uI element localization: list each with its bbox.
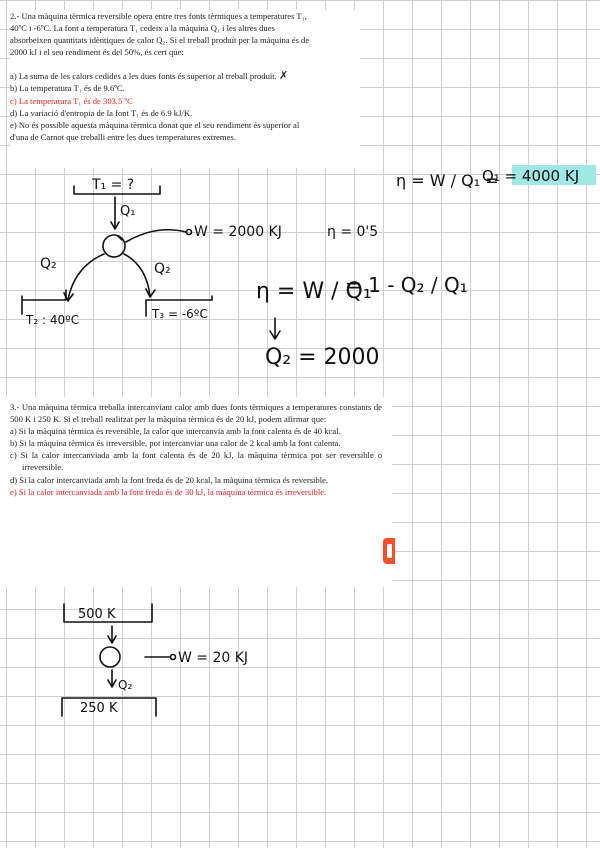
q2-left-label: Q₂ — [40, 256, 57, 272]
t1-box-label: T₁ = ? — [92, 177, 135, 193]
efficiency-label: η = 0'5 — [327, 224, 379, 240]
eta-equation-top: η = W / Q₁ = — [396, 171, 499, 190]
q3-option-e-correct: e) Si la calor intercanviada amb la font freda és de 30 kJ, la màquina tèrmica és irreversible. — [10, 486, 327, 497]
q2-stem-line: 2.- Una màquina tèrmica reversible opera entre tres fonts tèrmiques a temperatures T₁, — [10, 11, 307, 21]
q3-option-a: a) Si la màquina tèrmica és reversible, la calor que intercanvia amb la font calenta és de 40 kcal. — [10, 426, 341, 437]
t3-box-label: T₃ = -6ºC — [152, 307, 208, 321]
q2-option-b: b) La temperatura T₁ és de 9.6ºC. — [10, 83, 125, 94]
cross-mark-icon: ✗ — [278, 69, 289, 83]
q2-small-label: Q₂ — [118, 678, 133, 692]
q2-option-a-text: a) La suma de les calors cedides a les dues fonts és superior al treball produït. — [10, 71, 277, 82]
engine-circle — [103, 235, 125, 257]
q2-stem-line: absorbeixen quantitats idèntiques de calor Q₂. Si el treball produït per la màquina és de — [10, 35, 310, 46]
work-label-2: W = 20 KJ — [178, 650, 249, 666]
q3-option-b: b) Si la màquina tèrmica és irreversible, pot intercanviar una calor de 2 kcal amb la font calenta. — [10, 438, 341, 449]
q3-option-d: d) Si la calor intercanviada amb la font freda és de 20 kcal, la màquina tèrmica és reversible. — [10, 474, 329, 485]
eta-equation-mid-right: = 1 - Q₂ / Q₁ — [345, 273, 468, 297]
q1-result: Q₁ = 4000 KJ — [482, 167, 580, 185]
cold-reservoir-label: 250 K — [80, 701, 118, 716]
q2-option-e-cont: d'una de Carnot que treballi entre les dues temperatures extremes. — [10, 131, 236, 142]
t2-box-label: T₂ : 40ºC — [26, 313, 80, 327]
q2-stem-line: 40ºC i -6ºC. La font a temperatura T₁ cedeix a la màquina Q₁ i les altres dues — [10, 23, 275, 34]
q1-label: Q₁ — [120, 204, 136, 219]
eta-equation-mid-left: η = W / Q₁ — [256, 279, 372, 304]
q3-stem: 3.- Una màquina tèrmica treballa intercanviant calor amb dues fonts tèrmiques a temperatures constants de 500 K i 250 K. Si el treball realitzat per la màquina tèrmica és de 20 kJ, podem afirmar que: — [10, 402, 382, 425]
hot-reservoir-label: 500 K — [78, 607, 116, 622]
q2-option-d: d) La variació d'entropia de la font T₁ és de 6.9 kJ/K. — [10, 107, 193, 118]
q2-option-e: e) No és possible aquesta màquina tèrmica donat que el seu rendiment és superior al — [10, 119, 300, 130]
t1-reservoir — [74, 177, 160, 194]
q2-result: Q₂ = 2000 — [265, 345, 380, 370]
q2-stem-line: 2000 kJ i el seu rendiment és del 50%, és cert que: — [10, 47, 184, 58]
q3-option-c: c) Si la calor intercanviada amb la font calenta és de 20 kJ, la màquina tèrmica pot ser reversible o irreversible. — [10, 450, 382, 473]
engine-circle-2 — [100, 647, 120, 667]
q2-option-c-correct: c) La temperatura T₁ és de 303.5 ºC — [10, 95, 133, 106]
q2-right-label: Q₂ — [154, 261, 171, 277]
work-label: W = 2000 KJ — [194, 224, 282, 240]
